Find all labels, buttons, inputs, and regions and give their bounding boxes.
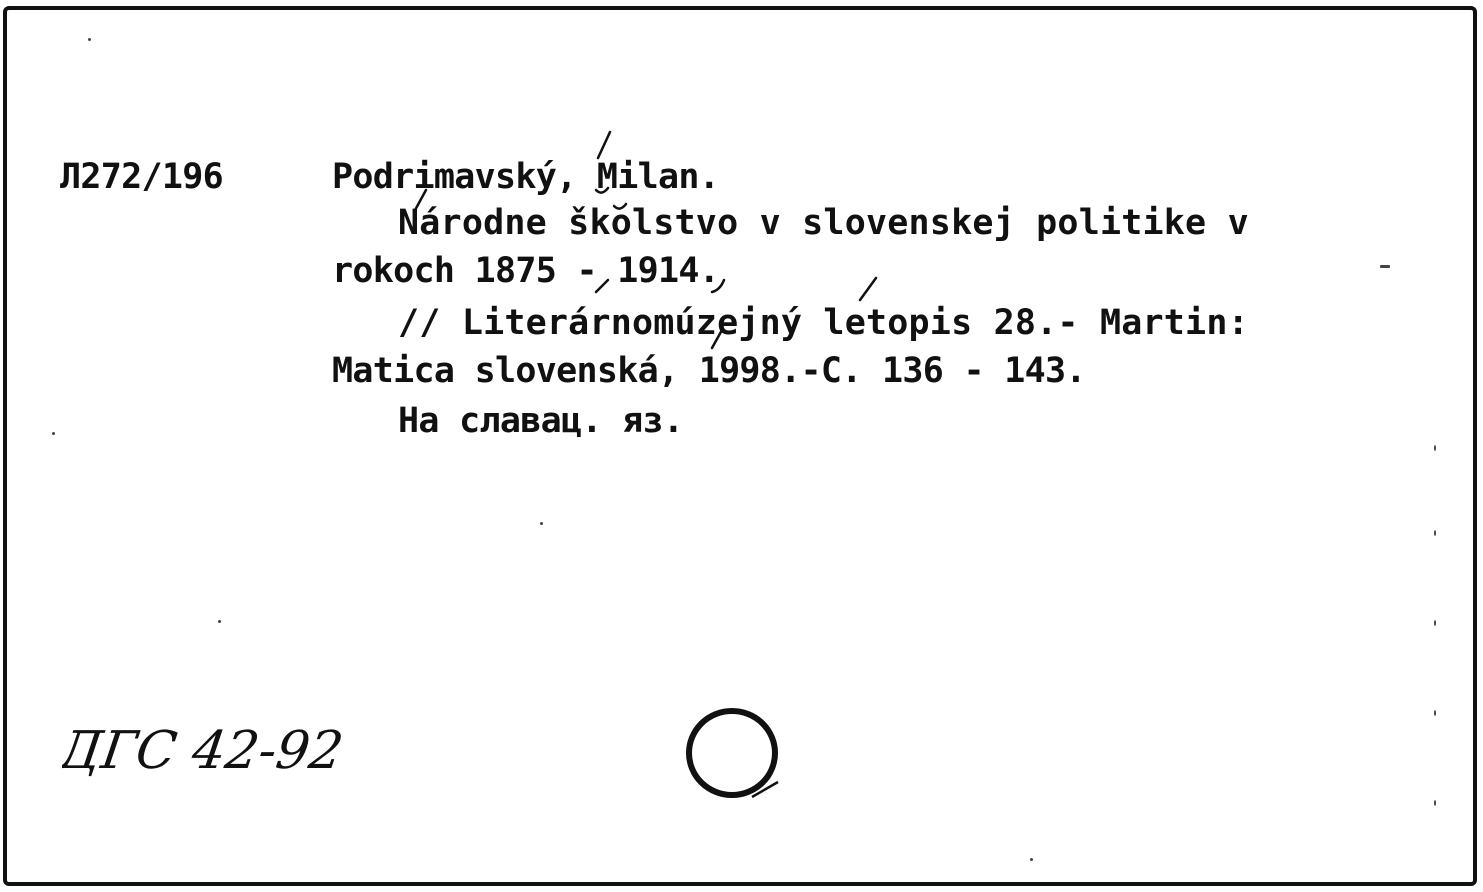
shelf-mark-handwriting — [62, 706, 422, 796]
source-line-1: // Literárnomúzejný letopis 28.- Martin: — [398, 303, 1249, 343]
dust-speck — [1380, 265, 1390, 268]
dust-speck — [52, 432, 55, 435]
punch-hole-ring — [680, 700, 790, 810]
punch-hole — [680, 700, 790, 810]
dust-speck — [1030, 858, 1033, 861]
language-note: На славац. яз. — [398, 401, 684, 441]
dust-speck — [1434, 800, 1436, 806]
source-line-2: Matica slovenská, 1998.-C. 136 - 143. — [332, 351, 1086, 391]
dust-speck — [1434, 620, 1436, 626]
dust-speck — [540, 522, 543, 525]
shelf-mark — [62, 706, 422, 796]
call-number: Л272/196 — [60, 157, 223, 197]
dust-speck — [1434, 445, 1436, 451]
title-line-2: rokoch 1875 - 1914. — [332, 251, 720, 291]
dust-speck — [1434, 530, 1436, 536]
title-line-1: Národne školstvo v slovenskej politike v — [398, 203, 1249, 243]
author-line: Podrimavský, Milan. — [332, 157, 720, 197]
dust-speck — [88, 38, 91, 41]
shelf-mark-text: ДГС 42-92 — [62, 721, 347, 781]
dust-speck — [218, 620, 221, 623]
dust-speck — [1434, 710, 1436, 716]
